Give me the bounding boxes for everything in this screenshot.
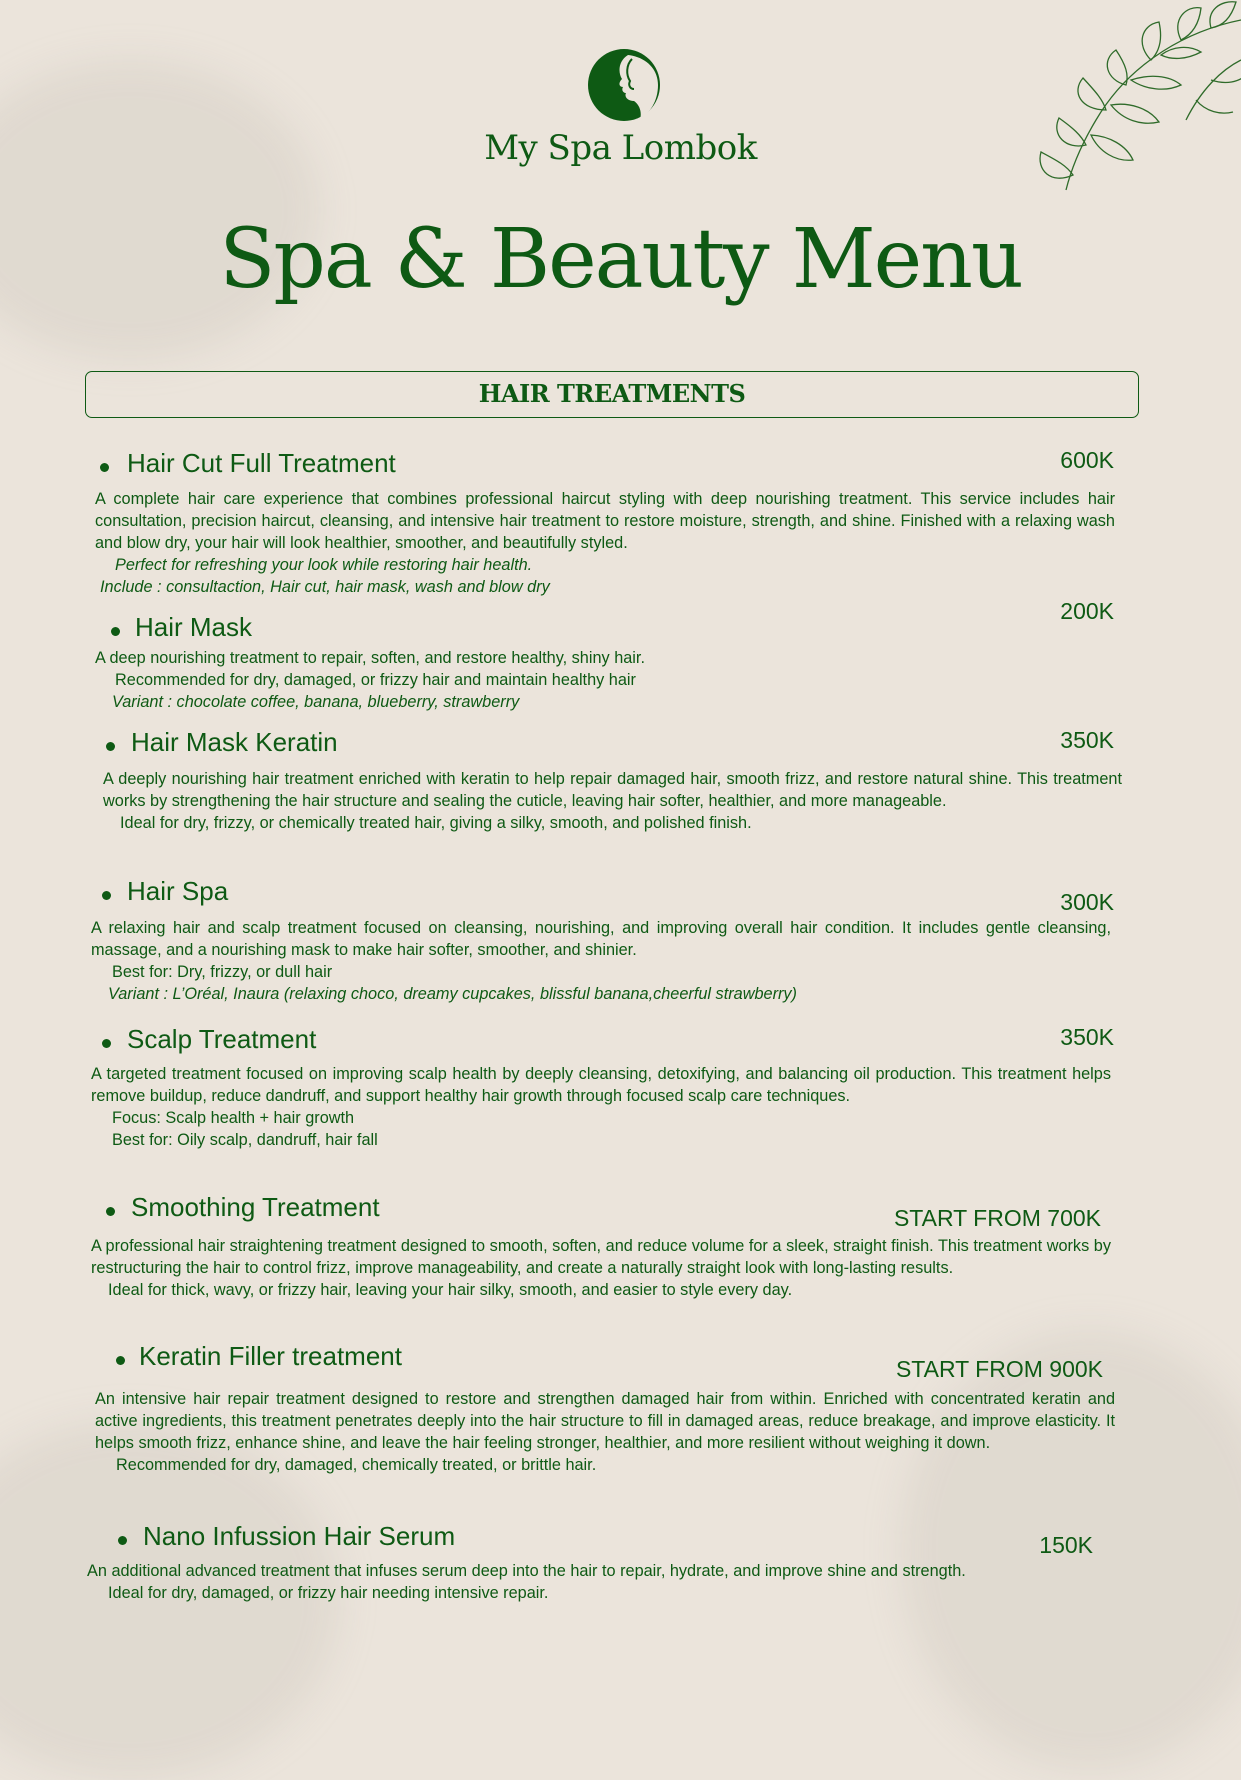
item-name: Hair Spa [127, 876, 229, 906]
bullet-icon [102, 891, 111, 900]
item-description-block [91, 917, 1111, 1005]
item-name: Hair Mask [135, 612, 253, 642]
item-description-block [95, 488, 1115, 598]
item-note: Perfect for refreshing your look while restoring hair health. [115, 556, 533, 574]
item-note: Focus: Scalp health + hair growth [112, 1109, 355, 1127]
item-name: Hair Cut Full Treatment [127, 448, 396, 478]
item-price: 200K [1060, 598, 1114, 624]
item-note: Best for: Dry, frizzy, or dull hair [112, 963, 333, 981]
bullet-icon [106, 742, 115, 751]
bullet-icon [102, 1039, 111, 1048]
bullet-icon [111, 627, 120, 636]
brand-name: My Spa Lombok [484, 128, 757, 168]
item-name: Nano Infussion Hair Serum [143, 1521, 456, 1551]
item-description: A deep nourishing treatment to repair, soften, and restore healthy, shiny hair. [95, 649, 645, 667]
item-price: 600K [1060, 447, 1114, 473]
item-note: Variant : L’Oréal, Inaura (relaxing choco, dreamy cupcakes, blissful banana,cheerful strawberry) [108, 985, 797, 1003]
item-description-block [95, 1388, 1115, 1476]
item-price: 350K [1060, 1024, 1114, 1050]
bullet-icon [100, 463, 109, 472]
item-description-block [87, 1560, 1107, 1604]
item-description: A deeply nourishing hair treatment enriched with keratin to help repair damaged hair, smooth frizz, and restore natural shine. This treatment works by strengthening the hair structure and sealing the cuticle, leaving hair softer, healthier, and more manageable. [103, 770, 1122, 810]
item-note: Ideal for dry, frizzy, or chemically treated hair, giving a silky, smooth, and polished finish. [120, 814, 752, 832]
item-description-block [91, 1063, 1111, 1151]
item-description-block [103, 768, 1122, 834]
item-name: Smoothing Treatment [131, 1192, 380, 1222]
bullet-icon [116, 1356, 125, 1365]
bullet-icon [118, 1536, 127, 1545]
item-description: A targeted treatment focused on improving scalp health by deeply cleansing, detoxifying, and balancing oil production. This treatment helps remove buildup, reduce dandruff, and support healthy hair growth through focused scalp care techniques. [91, 1065, 1111, 1105]
item-note: Variant : chocolate coffee, banana, blueberry, strawberry [112, 693, 520, 711]
item-name: Hair Mask Keratin [131, 727, 338, 757]
logo-icon [588, 49, 660, 121]
bullet-icon [106, 1207, 115, 1216]
page-title: Spa & Beauty Menu [219, 212, 1022, 307]
item-price: 150K [1039, 1532, 1093, 1558]
section-header: HAIR TREATMENTS [85, 371, 1139, 418]
item-name: Keratin Filler treatment [139, 1341, 402, 1371]
item-description: An intensive hair repair treatment designed to restore and strengthen damaged hair from within. Enriched with concentrated keratin and active ingredients, this treatment penetrates deeply into the hair structure to fill in damaged areas, reduce breakage, and improve elasticity. It helps smooth frizz, enhance shine, and leave the hair feeling stronger, healthier, and more resilient without weighing it down. [95, 1390, 1115, 1452]
item-note: Recommended for dry, damaged, or frizzy hair and maintain healthy hair [115, 671, 636, 689]
item-price: 350K [1060, 727, 1114, 753]
item-note: Ideal for thick, wavy, or frizzy hair, leaving your hair silky, smooth, and easier to style every day. [108, 1281, 793, 1299]
item-price: START FROM 900K [895, 1356, 1103, 1382]
item-description: A complete hair care experience that combines professional haircut styling with deep nourishing treatment. This service includes hair consultation, precision haircut, cleansing, and intensive hair treatment to restore moisture, strength, and shine. Finished with a relaxing wash and blow dry, your hair will look healthier, smoother, and beautifully styled. [95, 490, 1115, 552]
item-note: Recommended for dry, damaged, chemically treated, or brittle hair. [116, 1456, 597, 1474]
item-price: 300K [1060, 889, 1114, 915]
item-description: A professional hair straightening treatment designed to smooth, soften, and reduce volume for a sleek, straight finish. This treatment works by restructuring the hair to control frizz, improve manageability, and create a naturally straight look with long-lasting results. [91, 1237, 1111, 1277]
item-note: Ideal for dry, damaged, or frizzy hair needing intensive repair. [108, 1584, 549, 1602]
item-description: A relaxing hair and scalp treatment focused on cleansing, nourishing, and improving overall hair condition. It includes gentle cleansing, massage, and a nourishing mask to make hair softer, smoother, and shinier. [91, 919, 1111, 959]
item-note: Include : consultaction, Hair cut, hair mask, wash and blow dry [100, 578, 550, 596]
item-description-block [91, 1235, 1111, 1301]
item-name: Scalp Treatment [127, 1024, 317, 1054]
item-description: An additional advanced treatment that infuses serum deep into the hair to repair, hydrate, and improve shine and strength. [87, 1562, 966, 1580]
item-note: Best for: Oily scalp, dandruff, hair fall [112, 1131, 378, 1149]
item-description-block [95, 647, 1115, 713]
item-price: START FROM 700K [893, 1205, 1101, 1231]
